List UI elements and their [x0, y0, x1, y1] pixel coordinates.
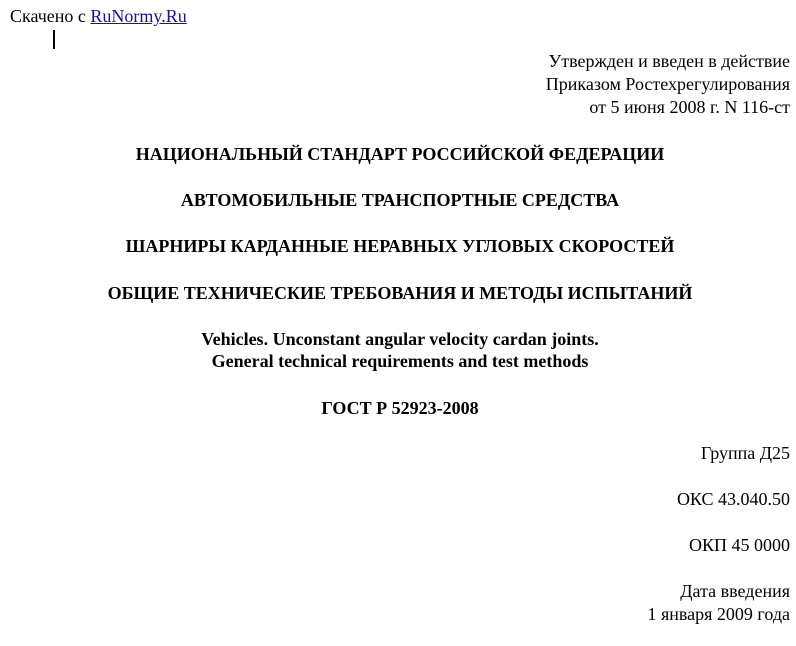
- subtitle-heading: ОБЩИЕ ТЕХНИЧЕСКИЕ ТРЕБОВАНИЯ И МЕТОДЫ ИСПЫТАНИЙ: [107, 283, 693, 303]
- gost-number: ГОСТ Р 52923-2008: [321, 398, 479, 418]
- group-code: Группа Д25: [700, 443, 790, 463]
- source-line: [10, 5, 187, 27]
- intro-date-label: Дата введения: [680, 581, 790, 601]
- english-title-line-1: Vehicles. Unconstant angular velocity cardan joints.: [201, 329, 599, 349]
- intro-date-value: 1 января 2009 года: [647, 604, 790, 624]
- source-prefix: Скачено с: [10, 6, 91, 26]
- oks-code: ОКС 43.040.50: [676, 489, 790, 509]
- approval-line-3: от 5 июня 2008 г. N 116-ст: [589, 97, 790, 117]
- text-cursor: [53, 30, 55, 49]
- approval-block: [546, 50, 790, 119]
- approval-line-2: Приказом Ростехрегулирования: [545, 74, 790, 94]
- approval-line-1: Утвержден и введен в действие: [548, 51, 790, 71]
- title-heading: ШАРНИРЫ КАРДАННЫЕ НЕРАВНЫХ УГЛОВЫХ СКОРОСТЕЙ: [125, 236, 675, 256]
- standard-type-heading: НАЦИОНАЛЬНЫЙ СТАНДАРТ РОССИЙСКОЙ ФЕДЕРАЦИИ: [135, 144, 665, 164]
- intro-date-block: [647, 580, 790, 626]
- subject-heading: АВТОМОБИЛЬНЫЕ ТРАНСПОРТНЫЕ СРЕДСТВА: [180, 190, 620, 210]
- source-link[interactable]: RuNormy.Ru: [90, 6, 187, 26]
- okp-code: ОКП 45 0000: [688, 535, 790, 555]
- english-title: [0, 328, 796, 372]
- english-title-line-2: General technical requirements and test methods: [211, 351, 589, 371]
